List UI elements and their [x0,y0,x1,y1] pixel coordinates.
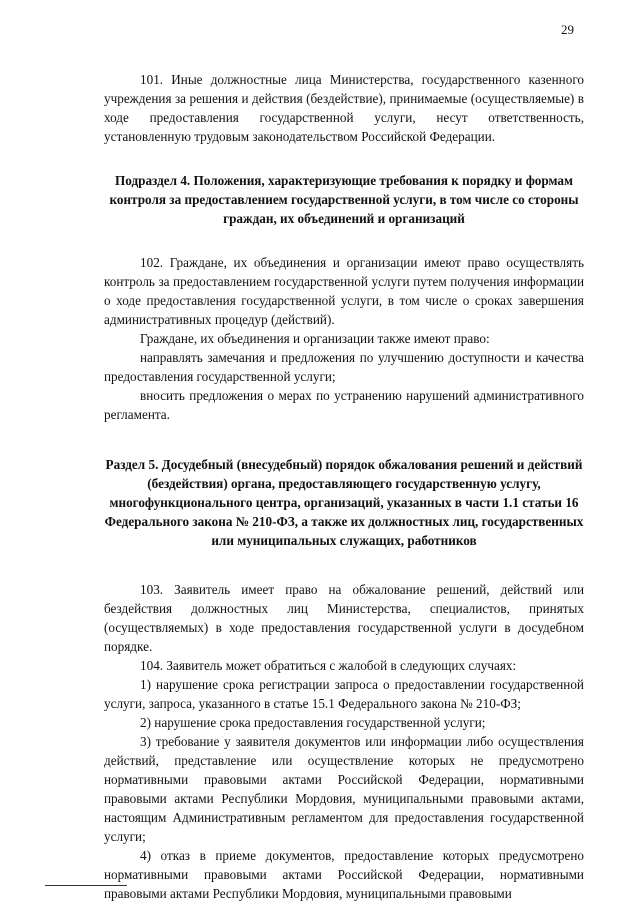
paragraph-104-item-3: 3) требование у заявителя документов или информации либо осуществления действий, представление или осуществление которых не предусмотрено нормативными правовыми актами Российской Федерации, нормативными правовыми актами Республики Мордовия, муниципальными правовыми актами, настоящим Административным регламентом для предоставления государственной услуги; [104,734,584,844]
paragraph-104-item-4: 4) отказ в приеме документов, предоставление которых предусмотрено нормативными правовыми актами Российской Федерации, нормативными правовыми актами Республики Мордовия, муниципальными правовыми [104,848,584,901]
paragraph-send-remarks: направлять замечания и предложения по улучшению доступности и качества предоставления государственной услуги; [104,350,584,384]
paragraph-104-item-1: 1) нарушение срока регистрации запроса о предоставлении государственной услуги, запроса, указанного в статье 15.1 Федерального закона № 210-ФЗ; [104,677,584,711]
section-5-heading: Раздел 5. Досудебный (внесудебный) порядок обжалования решений и действий (бездействия) органа, предоставляющего государственную услугу, многофункционального центра, организаций, указанных в части 1.1 статьи 16 Федерального закона № 210-ФЗ, а также их должностных лиц, государственных или муниципальных служащих, работников [104,457,584,548]
page-number: 29 [561,22,574,37]
footnote-separator [45,885,127,886]
paragraph-citizen-rights: Граждане, их объединения и организации также имеют право: [140,331,490,346]
paragraph-104-item-2: 2) нарушение срока предоставления государственной услуги; [140,715,486,730]
paragraph-102: 102. Граждане, их объединения и организации имеют право осуществлять контроль за предоставлением государственной услуги путем получения информации о ходе предоставления государственной услуги, в том числе о сроках завершения административных процедур (действий). [104,255,584,327]
paragraph-103: 103. Заявитель имеет право на обжалование решений, действий или бездействия должностных лиц Министерства, специалистов, принятых (осуществляемых) в ходе предоставления государственной услуги в досудебном порядке. [104,582,584,654]
paragraph-make-proposals: вносить предложения о мерах по устранению нарушений административного регламента. [104,388,584,422]
paragraph-104: 104. Заявитель может обратиться с жалобой в следующих случаях: [140,658,517,673]
document-body [104,70,584,903]
paragraph-101: 101. Иные должностные лица Министерства, государственного казенного учреждения за решения и действия (бездействие), принимаемые (осуществляемые) в ходе предоставления государственной услуги, несут ответственность, установленную трудовым законодательством Российской Федерации. [104,72,584,144]
subsection-4-heading: Подраздел 4. Положения, характеризующие требования к порядку и формам контроля за предоставлением государственной услуги, в том числе со стороны граждан, их объединений и организаций [109,173,579,226]
